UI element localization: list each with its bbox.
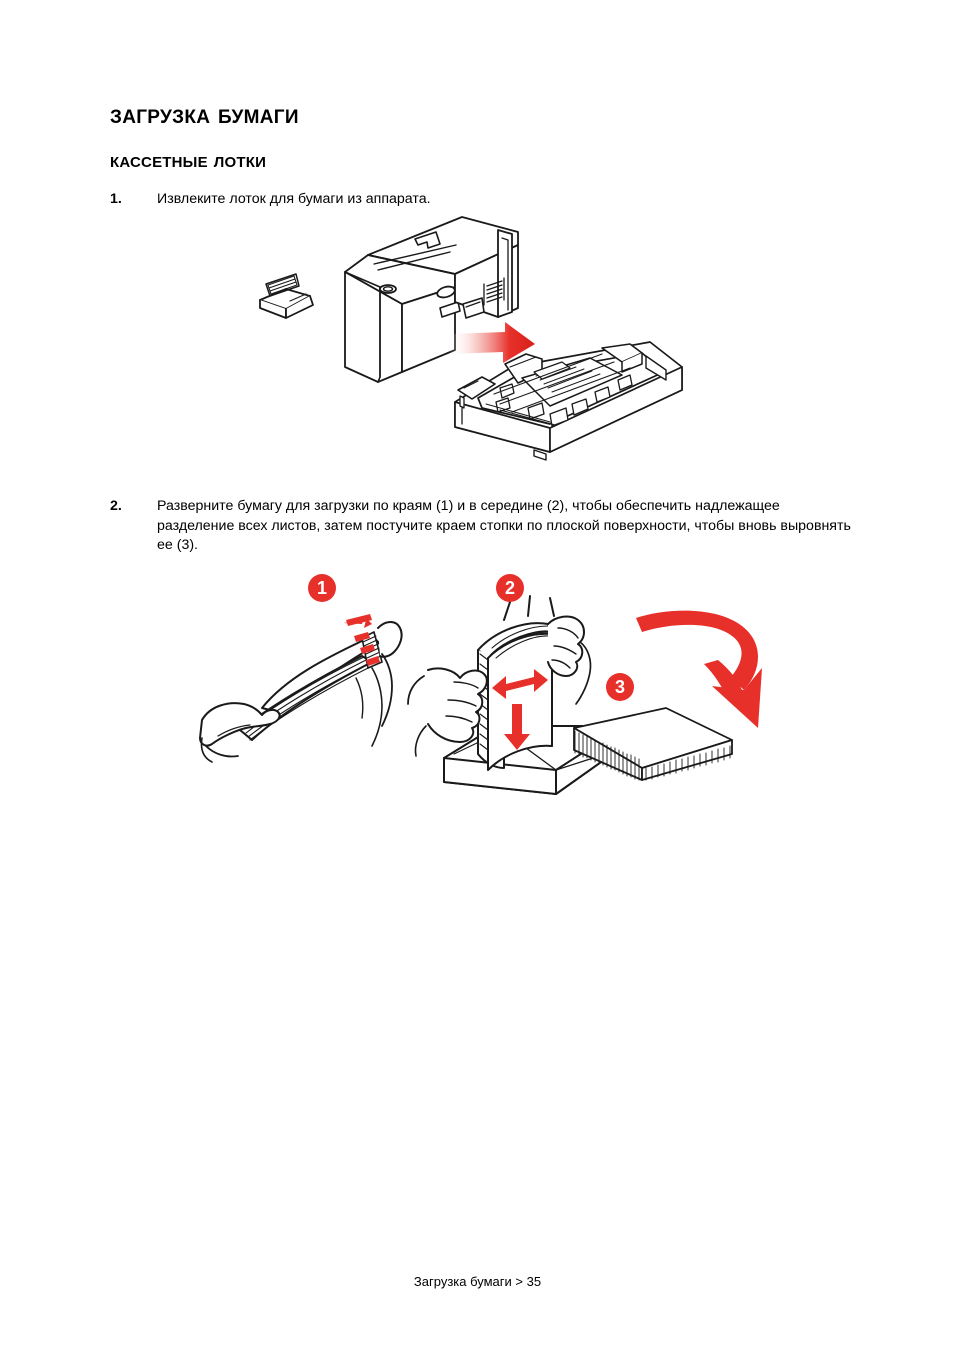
page-title: загрузка бумаги [110, 99, 299, 129]
page-footer: Загрузка бумаги > 35 [413, 1274, 542, 1289]
callout-badge-3-label: 3 [614, 677, 626, 697]
step-number-2: 2. [110, 498, 122, 514]
callout-badge-3 [606, 673, 634, 701]
section-subtitle: кассетные лотки [110, 149, 267, 172]
step-text-2: Разверните бумагу для загрузки по краям (1) и в середине (2), чтобы обеспечить надлежащее разделение всех листов, затем постучите краем стопки по плоской поверхности, чтобы вновь выровнять ее (3). [157, 498, 851, 553]
figure-fanning-paper [196, 558, 766, 813]
step-text-1: Извлеките лоток для бумаги из аппарата. [157, 191, 431, 207]
callout-badge-2 [496, 574, 524, 602]
figure-printer-tray [250, 212, 710, 467]
step-number-1: 1. [110, 191, 122, 207]
callout-badge-1-label: 1 [316, 578, 328, 598]
callout-badge-2-label: 2 [504, 578, 516, 598]
callout-badge-1 [308, 574, 336, 602]
